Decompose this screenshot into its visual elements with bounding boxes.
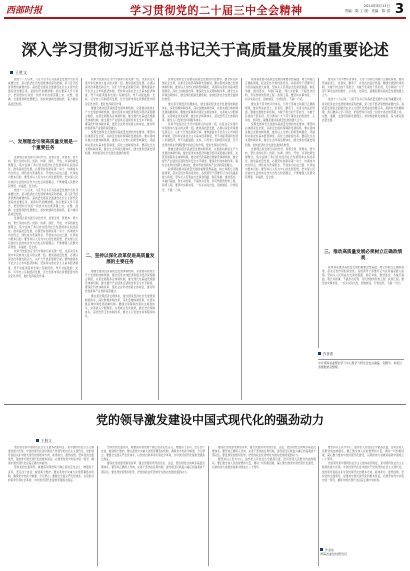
paragraph: 党的领导是中国特色社会主义最本质的特征，是中国特色社会主义制度的最大优势。中国式现代化是中国共产党领导的社会主义现代化，党的领导直接关系中国式现代化的根本方向、前途命运、最终成败。坚持党的全面领导，是推进中国式现代化的根本保证。必须坚持党中央集中统一领导，确保中国式现代化沿着正确方向前进。 bbox=[322, 462, 404, 482]
paragraph: 要深化党的建设制度改革，健全党组织领导的自治、法治、德治相结合的城乡基层治理体系。要坚持正确用人导向，完善干部选拔任用机制，建设堪当民族复兴重任的高素质干部队伍。要发挥党的组织优势，把党的政治优势转化为推动发展的强劲动力。 bbox=[212, 446, 316, 458]
main-column-4 bbox=[245, 78, 315, 400]
paragraph: 要坚持以人民为中心，始终把人民放在心中最高位置，密切党同人民群众的血肉联系。要汇聚全体人民的智慧和力量，调动一切积极因素，凝心聚力推进中国式现代化建设，以新的伟大成就迎接新中国成立八十周年。 bbox=[322, 446, 404, 462]
paragraph: 改革开放是决定当代中国命运的关键一招，也是决定实现中华民族伟大复兴的关键一招。推进高质量发展，必须以深化改革激发新活力，以扩大开放拓展新空间。要构建高水平社会主义市场经济体制，坚持和完善社会主义基本经济制度，毫不动摇巩固和发展公有制经济，毫不动摇鼓励、支持、引导非公有制经济发展，充分发挥市场在资源配置中的决定性作用，更好发挥政府作用。 bbox=[8, 250, 78, 278]
section-banner: 学习贯彻党的二十届三中全会精神 bbox=[130, 4, 303, 17]
lower-byline-text: 王胜文 bbox=[41, 439, 52, 443]
issue-date: 2024年8月13日 bbox=[363, 4, 390, 8]
note-divider bbox=[318, 359, 404, 360]
main-byline-text: 王胜文 bbox=[15, 70, 27, 75]
author-label: 作者系 bbox=[325, 548, 335, 552]
author-marker-icon bbox=[320, 548, 323, 551]
paragraph: 党的十八大以来，习近平总书记对高质量发展作出系列重要论述，是对经济社会发展规律的深刻把握，是习近平经济思想的重要内容。高质量发展是全面建设社会主义现代化国家的首要任务，是新时代的硬道理。我们要深入学习领会，把思想和行动统一到党中央决策部署上来，完整、准确、全面贯彻新发展理念，加快构建新发展格局，着力推动高质量发展。 bbox=[8, 78, 78, 106]
paragraph: 改革开放是决定当代中国命运的关键一招，也是决定实现中华民族伟大复兴的关键一招。推进高质量发展，必须以深化改革激发新活力，以扩大开放拓展新空间。要构建高水平社会主义市场经济体制，坚持和完善社会主义基本经济制度，毫不动摇巩固和发展公有制经济，毫不动摇鼓励、支持、引导非公有制经济发展，充分发挥市场在资源配置中的决定性作用，更好发挥政府作用。 bbox=[162, 123, 238, 147]
byline-marker-icon bbox=[10, 71, 13, 74]
lower-author-note bbox=[320, 548, 404, 556]
column-divider bbox=[208, 446, 209, 566]
paragraph: 政绩观是推动高质量发展的重要思想基础。树立和践行正确政绩观，起决定性作用的是党性。各级领导干部要牢记为民造福是最大政绩，坚持从人民利益出发谋划思路、制定举措、推进落实，多做打基础、利长远的事，不搞急功近利、劳民伤财的形象工程、政绩工程。要坚持实事求是，一切从实际出发，因地制宜、分类指导，不搞一刀切。 bbox=[322, 266, 404, 286]
note-source bbox=[318, 352, 404, 357]
paragraph: 坚持党的全面领导，就要深刻领悟两个确立的决定性意义，增强四个意识、坚定四个自信、做到两个维护。要完善党中央重大决策部署落实机制，确保党中央政令畅通、令行禁止。要健全全面从严治党体系，以党的自我革命引领社会革命，为中国式现代化提供坚强政治保证。 bbox=[101, 446, 205, 462]
paragraph: 党的十八大以来，习近平总书记对高质量发展作出系列重要论述，是对经济社会发展规律的深刻把握，是习近平经济思想的重要内容。高质量发展是全面建设社会主义现代化国家的首要任务，是新时代的硬道理。我们要深入学习领会，把思想和行动统一到党中央决策部署上来，完整、准确、全面贯彻新发展理念，加快构建新发展格局，着力推动高质量发展。 bbox=[322, 98, 404, 122]
column-divider bbox=[81, 78, 82, 400]
paragraph: 坚持党的全面领导，就要深刻领悟两个确立的决定性意义，增强四个意识、坚定四个自信、做到两个维护。要完善党中央重大决策部署落实机制，确保党中央政令畅通、令行禁止。要健全全面从严治党体系，以党的自我革命引领社会革命，为中国式现代化提供坚强政治保证。 bbox=[8, 466, 94, 482]
main-column-2 bbox=[85, 78, 155, 252]
main-byline bbox=[10, 70, 27, 76]
paragraph: 统筹发展和安全是推动高质量发展的内在要求。要坚持总体国家安全观，以新安全格局保障新发展格局。要完善城乡融合发展体制机制，推进以人为核心的新型城镇化，巩固和完善农村基本经营制度，深化土地制度改革。要深化生态文明体制改革，健全生态环境治理体系，健全绿色低碳发展机制，加快经济社会发展全面绿色转型。 bbox=[85, 131, 155, 155]
paragraph: 发展理念是发展行动的先导，是管全局、管根本、管方向、管长远的东西。创新、协调、绿色、开放、共享的新发展理念，集中反映了我们党对经济社会发展规律认识的深化。推动高质量发展，必须坚持创新是第一动力、协调成为内生特点、绿色成为普遍形态、开放成为必由之路、共享成为根本目的。要坚持以人民为中心的发展思想，把实现人民对美好生活的向往作为出发点和落脚点，不断增强人民群众获得感、幸福感、安全感。 bbox=[8, 217, 78, 250]
paragraph: 要健全推动经济高质量发展体制机制，完善推动新质生产力发展的体制机制，健全促进实体经济和数字经济深度融合制度，完善发展服务业体制机制，健全现代化基础设施建设体制机制，健全提升产业链供应链韧性和安全水平制度。要深化科技体制改革，强化企业科技创新主体地位，推动科技创新和产业创新深度融合。 bbox=[162, 147, 238, 167]
lower-headline: 党的领导激发建设中国式现代化的强劲动力 bbox=[95, 413, 324, 427]
column-divider bbox=[318, 446, 319, 566]
lower-column-4 bbox=[322, 446, 404, 544]
article-note bbox=[318, 352, 404, 369]
main-column-5 bbox=[322, 78, 404, 248]
column-divider bbox=[241, 78, 242, 400]
section-heading-1: 一、发展理念引领高质量发展是一个重要任务 bbox=[8, 140, 78, 151]
main-headline: 深入学习贯彻习近平总书记关于高质量发展的重要论述 bbox=[21, 41, 389, 59]
column-divider bbox=[318, 78, 319, 348]
note-text: 中共青海省委理论学习中心组学习研讨会发言摘编，有删节。本报记者根据录音整理。 bbox=[318, 361, 402, 370]
paragraph: 发展理念是发展行动的先导，是管全局、管根本、管方向、管长远的东西。创新、协调、绿色、开放、共享的新发展理念，集中反映了我们党对经济社会发展规律认识的深化。推动高质量发展，必须坚持创新是第一动力、协调成为内生特点、绿色成为普遍形态、开放成为必由之路、共享成为根本目的。要坚持以人民为中心的发展思想，把实现人民对美好生活的向往作为出发点和落脚点，不断增强人民群众获得感、幸福感、安全感。 bbox=[8, 156, 78, 188]
paragraph: 政绩观是推动高质量发展的重要思想基础。树立和践行正确政绩观，起决定性作用的是党性。各级领导干部要牢记为民造福是最大政绩，坚持从人民利益出发谋划思路、制定举措、推进落实，多做打基础、利长远的事，不搞急功近利、劳民伤财的形象工程、政绩工程。要坚持实事求是，一切从实际出发，因地制宜、分类指导，不搞一刀切。 bbox=[245, 78, 315, 102]
paragraph: 要完善干部考核评价体系，引导干部树立和践行正确政绩观，推动形成能者上、优者奖、庸者下、劣者汰的良好局面。要健全激励约束机制，为敢于担当的干部担当、为敢于负责的干部负责，充分调动广大干部干事创业的积极性、主动性、创造性，凝聚起推动高质量发展的强大合力。 bbox=[245, 102, 315, 122]
lower-column-3 bbox=[212, 446, 316, 566]
paragraph: 发展理念是发展行动的先导，是管全局、管根本、管方向、管长远的东西。创新、协调、绿色、开放、共享的新发展理念，集中反映了我们党对经济社会发展规律认识的深化。推动高质量发展，必须坚持创新是第一动力、协调成为内生特点、绿色成为普遍形态、开放成为必由之路、共享成为根本目的。要坚持以人民为中心的发展思想，把实现人民对美好生活的向往作为出发点和落脚点，不断增强人民群众获得感、幸福感、安全感。 bbox=[245, 147, 315, 180]
main-column-1 bbox=[8, 78, 78, 138]
note-marker-icon bbox=[318, 352, 321, 355]
paragraph: 政绩观是推动高质量发展的重要思想基础。树立和践行正确政绩观，起决定性作用的是党性。各级领导干部要牢记为民造福是最大政绩，坚持从人民利益出发谋划思路、制定举措、推进落实，多做打基础、利长远的事，不搞急功近利、劳民伤财的形象工程、政绩工程。要坚持实事求是，一切从实际出发，因地制宜、分类指导，不搞一刀切。 bbox=[162, 168, 238, 192]
paragraph: 要健全推动经济高质量发展体制机制，完善推动新质生产力发展的体制机制，健全促进实体经济和数字经济深度融合制度，完善发展服务业体制机制，健全现代化基础设施建设体制机制，健全提升产业链供应链韧性和安全水平制度。要深化科技体制改革，强化企业科技创新主体地位，推动科技创新和产业创新深度融合。 bbox=[85, 106, 155, 131]
paragraph: 要完善干部考核评价体系，引导干部树立和践行正确政绩观，推动形成能者上、优者奖、庸者下、劣者汰的良好局面。要健全激励约束机制，为敢于担当的干部担当、为敢于负责的干部负责，充分调动广大干部干事创业的积极性、主动性、创造性，凝聚起推动高质量发展的强大合力。 bbox=[322, 78, 404, 98]
paragraph: 要完善宏观经济治理体系，健全国家经济社会发展规划制度体系，深化财税体制改革，深化金融体制改革，完善实施区域协调发展战略机制。要健全保障和改善民生制度体系，完善收入分配制度，完善就业优先政策，健全社会保障体系，深化医药卫生体制改革，健全人口发展支持和服务体系。 bbox=[162, 102, 238, 122]
main-column-2b bbox=[85, 270, 155, 400]
main-column-3 bbox=[162, 78, 238, 400]
masthead-logo: 西部时报 bbox=[6, 6, 43, 16]
page-number: 3 bbox=[394, 2, 404, 17]
paragraph: 改革开放是决定当代中国命运的关键一招，也是决定实现中华民族伟大复兴的关键一招。推进高质量发展，必须以深化改革激发新活力，以扩大开放拓展新空间。要构建高水平社会主义市场经济体制，坚持和完善社会主义基本经济制度，毫不动摇巩固和发展公有制经济，毫不动摇鼓励、支持、引导非公有制经济发展，充分发挥市场在资源配置中的决定性作用，更好发挥政府作用。 bbox=[85, 78, 155, 106]
byline-marker-icon bbox=[36, 439, 39, 442]
paragraph: 要坚持以人民为中心，始终把人民放在心中最高位置，密切党同人民群众的血肉联系。要汇聚全体人民的智慧和力量，调动一切积极因素，凝心聚力推进中国式现代化建设，以新的伟大成就迎接新中国成立八十周年。 bbox=[212, 458, 316, 470]
article-separator bbox=[4, 404, 406, 405]
lower-byline bbox=[36, 439, 52, 444]
paragraph: 要健全推动经济高质量发展体制机制，完善推动新质生产力发展的体制机制，健全促进实体经济和数字经济深度融合制度，完善发展服务业体制机制，健全现代化基础设施建设体制机制，健全提升产业链供应链韧性和安全水平制度。要深化科技体制改革，强化企业科技创新主体地位，推动科技创新和产业创新深度融合。 bbox=[85, 270, 155, 294]
column-divider bbox=[158, 78, 159, 400]
section-heading-2: 二、坚持以深化改革促进高质量发展的主要任务 bbox=[85, 254, 155, 265]
main-column-5b bbox=[322, 266, 404, 348]
column-divider bbox=[97, 446, 98, 566]
paragraph: 统筹发展和安全是推动高质量发展的内在要求。要坚持总体国家安全观，以新安全格局保障新发展格局。要完善城乡融合发展体制机制，推进以人为核心的新型城镇化，巩固和完善农村基本经营制度，深化土地制度改革。要深化生态文明体制改革，健全生态环境治理体系，健全绿色低碳发展机制，加快经济社会发展全面绿色转型。 bbox=[162, 78, 238, 102]
main-column-1b bbox=[8, 156, 78, 400]
paragraph: 要深化党的建设制度改革，健全党组织领导的自治、法治、德治相结合的城乡基层治理体系。要坚持正确用人导向，完善干部选拔任用机制，建设堪当民族复兴重任的高素质干部队伍。要发挥党的组织优势，把党的政治优势转化为推动发展的强劲动力。 bbox=[101, 462, 205, 474]
lower-column-1 bbox=[8, 446, 94, 566]
paragraph: 要完善宏观经济治理体系，健全国家经济社会发展规划制度体系，深化财税体制改革，深化金融体制改革，完善实施区域协调发展战略机制。要健全保障和改善民生制度体系，完善收入分配制度，完善就业优先政策，健全社会保障体系，深化医药卫生体制改革，健全人口发展支持和服务体系。 bbox=[85, 294, 155, 319]
paragraph: 党的十八大以来，习近平总书记对高质量发展作出系列重要论述，是对经济社会发展规律的深刻把握，是习近平经济思想的重要内容。高质量发展是全面建设社会主义现代化国家的首要任务，是新时代的硬道理。我们要深入学习领会，把思想和行动统一到党中央决策部署上来，完整、准确、全面贯彻新发展理念，加快构建新发展格局，着力推动高质量发展。 bbox=[8, 188, 78, 217]
paragraph: 党的领导是中国特色社会主义最本质的特征，是中国特色社会主义制度的最大优势。中国式现代化是中国共产党领导的社会主义现代化，党的领导直接关系中国式现代化的根本方向、前途命运、最终成败。坚持党的全面领导，是推进中国式现代化的根本保证。必须坚持党中央集中统一领导，确保中国式现代化沿着正确方向前进。 bbox=[8, 446, 94, 466]
author-text: 青海省委党校研究员 bbox=[320, 552, 348, 557]
section-heading-3: 三、推动高质量发展必须树立正确政绩观 bbox=[323, 250, 403, 261]
lower-column-2 bbox=[101, 446, 205, 566]
paragraph: 统筹发展和安全是推动高质量发展的内在要求。要坚持总体国家安全观，以新安全格局保障新发展格局。要完善城乡融合发展体制机制，推进以人为核心的新型城镇化，巩固和完善农村基本经营制度，深化土地制度改革。要深化生态文明体制改革，健全生态环境治理体系，健全绿色低碳发展机制，加快经济社会发展全面绿色转型。 bbox=[245, 123, 315, 147]
header-rule bbox=[4, 17, 406, 19]
editor-credit: 责编：陈 工 版：美编：陈 清 bbox=[344, 9, 390, 13]
note-source-label: 作者系 bbox=[323, 352, 334, 356]
